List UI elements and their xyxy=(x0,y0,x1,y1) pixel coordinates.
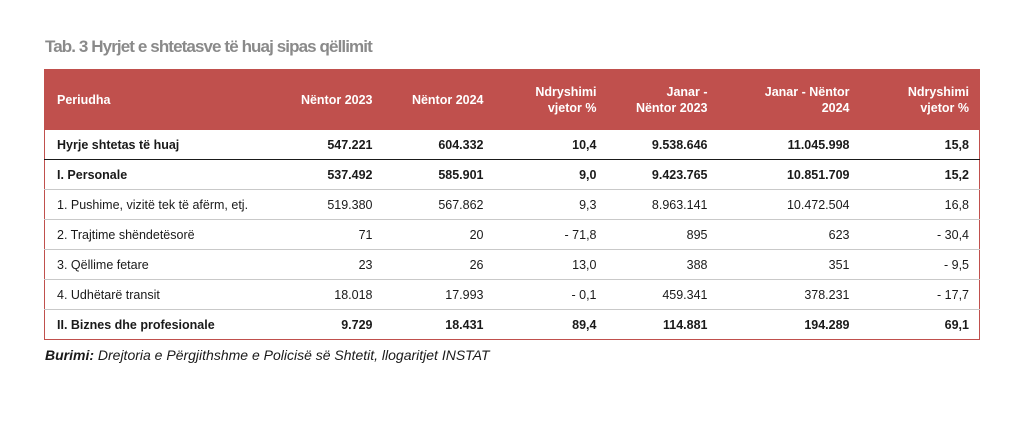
table-cell: 9.423.765 xyxy=(607,160,718,190)
column-header-line: Nëntor 2023 xyxy=(300,93,373,107)
table-row xyxy=(45,310,980,340)
column-header-line: Nëntor 2023 xyxy=(635,101,708,115)
table-cell: 10.851.709 xyxy=(718,160,860,190)
table-cell: - 9,5 xyxy=(860,250,980,280)
table-cell: 10,4 xyxy=(494,130,607,160)
table-cell: 23 xyxy=(253,250,383,280)
table-cell: 71 xyxy=(253,220,383,250)
table-cell: 9.538.646 xyxy=(607,130,718,160)
column-header-line: 2024 xyxy=(821,101,850,115)
table-cell: 89,4 xyxy=(572,317,597,332)
table-header xyxy=(45,70,980,131)
table-cell: 9,0 xyxy=(494,160,607,190)
column-header-line: Nëntor 2024 xyxy=(411,93,484,107)
row-label: Hyrje shtetas të huaj xyxy=(45,130,253,160)
column-header xyxy=(383,70,494,131)
table-cell: 69,1 xyxy=(944,317,969,332)
table-cell: 15,2 xyxy=(860,160,980,190)
table-cell: 585.901 xyxy=(383,160,494,190)
row-label: 2. Trajtime shëndetësorë xyxy=(45,220,253,250)
table-cell: 895 xyxy=(607,220,718,250)
table-cell: 519.380 xyxy=(253,190,383,220)
column-header-line: Periudha xyxy=(57,93,111,107)
column-header xyxy=(860,70,980,131)
column-header-line: vjetor % xyxy=(547,101,597,115)
source-label: Burimi: xyxy=(45,347,94,363)
table-cell: 351 xyxy=(718,250,860,280)
table-cell: 15,8 xyxy=(860,130,980,160)
table-cell: - 17,7 xyxy=(860,280,980,310)
table-row xyxy=(45,280,980,310)
table-body xyxy=(45,130,980,340)
table-cell: 567.862 xyxy=(383,190,494,220)
table-cell: 9,3 xyxy=(494,190,607,220)
table-cell: - 30,4 xyxy=(860,220,980,250)
table-row xyxy=(45,160,980,190)
table-cell: 537.492 xyxy=(253,160,383,190)
table-cell: 378.231 xyxy=(718,280,860,310)
column-header xyxy=(45,70,253,131)
header-row xyxy=(45,70,980,131)
table-cell: - 71,8 xyxy=(494,220,607,250)
table-cell: 11.045.998 xyxy=(718,130,860,160)
column-header xyxy=(607,70,718,131)
column-header xyxy=(253,70,383,131)
table-row xyxy=(45,220,980,250)
table-cell: 604.332 xyxy=(383,130,494,160)
table-cell: 459.341 xyxy=(607,280,718,310)
data-table xyxy=(44,69,980,340)
table-cell: 114.881 xyxy=(663,317,708,332)
source-text: Drejtoria e Përgjithshme e Policisë së Shtetit, llogaritjet INSTAT xyxy=(94,347,490,363)
column-header xyxy=(494,70,607,131)
row-label: 1. Pushime, vizitë tek të afërm, etj. xyxy=(45,190,253,220)
table-cell: 547.221 xyxy=(253,130,383,160)
table-cell: 623 xyxy=(718,220,860,250)
column-header xyxy=(718,70,860,131)
table-cell: 13,0 xyxy=(494,250,607,280)
column-header-line: Janar - xyxy=(666,85,708,99)
table-cell: 194.289 xyxy=(804,317,850,332)
table-cell: 26 xyxy=(383,250,494,280)
row-label: 4. Udhëtarë transit xyxy=(45,280,253,310)
source-note xyxy=(45,347,490,363)
table-row xyxy=(45,250,980,280)
table-cell: 388 xyxy=(607,250,718,280)
column-header-line: vjetor % xyxy=(920,101,969,115)
table-cell: 17.993 xyxy=(383,280,494,310)
row-label: II. Biznes dhe profesionale xyxy=(57,317,215,332)
table-cell: 20 xyxy=(383,220,494,250)
table-title: Tab. 3 Hyrjet e shtetasve të huaj sipas qëllimit xyxy=(45,37,372,56)
table-cell: 10.472.504 xyxy=(718,190,860,220)
table-cell: 18.431 xyxy=(445,317,484,332)
column-header-line: Ndryshimi xyxy=(907,85,969,99)
table-cell: 18.018 xyxy=(253,280,383,310)
row-label: 3. Qëllime fetare xyxy=(45,250,253,280)
table-cell: 9.729 xyxy=(341,317,373,332)
table-cell: - 0,1 xyxy=(494,280,607,310)
table-cell: 16,8 xyxy=(860,190,980,220)
table-row xyxy=(45,130,980,160)
row-label: I. Personale xyxy=(45,160,253,190)
table-row xyxy=(45,190,980,220)
column-header-line: Ndryshimi xyxy=(535,85,597,99)
column-header-line: Janar - Nëntor xyxy=(764,85,850,99)
table-cell: 8.963.141 xyxy=(607,190,718,220)
